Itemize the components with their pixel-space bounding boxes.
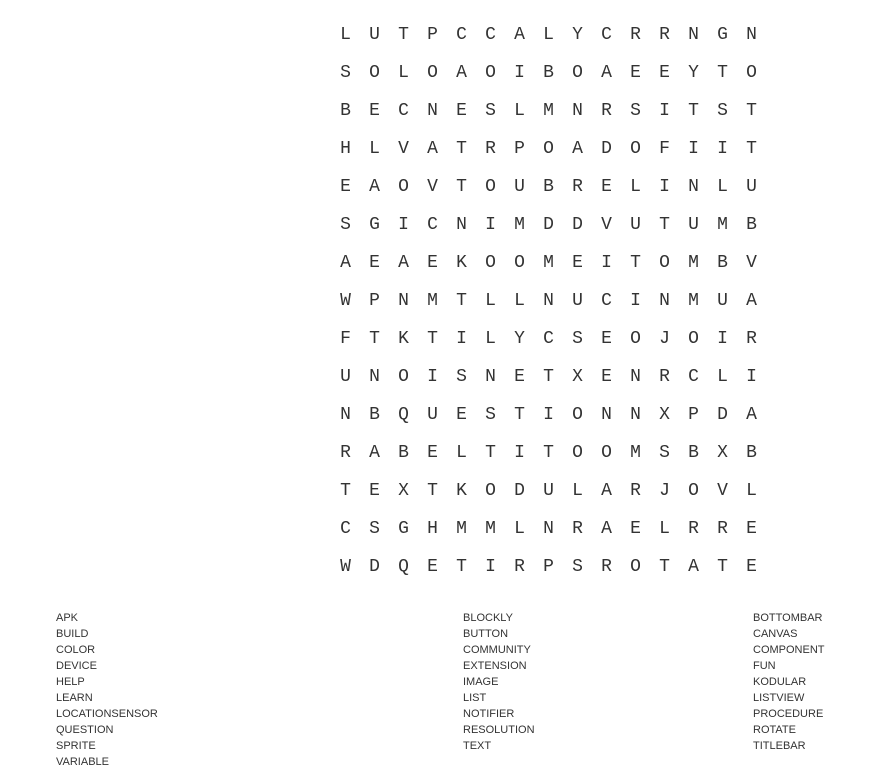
word-list-item: DEVICE [56,660,97,672]
grid-letter-cell[interactable]: O [398,177,409,197]
grid-letter-cell[interactable]: A [572,139,583,159]
grid-letter-cell[interactable]: R [340,443,351,463]
grid-letter-cell[interactable]: I [717,139,728,159]
grid-letter-cell[interactable]: P [543,557,554,577]
grid-letter-cell[interactable]: E [746,557,757,577]
grid-letter-cell[interactable]: E [572,253,583,273]
grid-letter-cell[interactable]: O [572,405,583,425]
grid-letter-cell[interactable]: R [717,519,728,539]
grid-letter-cell[interactable]: P [688,405,699,425]
grid-letter-cell[interactable]: E [427,253,438,273]
grid-letter-cell[interactable]: I [688,139,699,159]
grid-letter-cell[interactable]: T [456,177,467,197]
grid-letter-cell[interactable]: T [543,443,554,463]
word-list-item: TEXT [463,740,492,752]
grid-letter-cell[interactable]: E [369,101,380,121]
word-list-item: COMPONENT [753,644,825,656]
grid-letter-cell[interactable]: T [340,481,351,501]
grid-letter-cell[interactable]: T [659,215,670,235]
grid-letter-cell[interactable]: U [717,291,728,311]
word-list-item: RESOLUTION [463,724,535,736]
word-list-item: TITLEBAR [753,740,806,752]
word-list-item: LISTVIEW [753,692,805,704]
grid-letter-cell[interactable]: B [543,63,554,83]
grid-letter-cell[interactable]: P [514,139,525,159]
grid-letter-cell[interactable]: B [688,443,699,463]
grid-letter-cell[interactable]: N [398,291,409,311]
word-list-item: EXTENSION [463,660,527,672]
word-list-item: COMMUNITY [463,644,531,656]
grid-letter-cell[interactable]: L [485,329,496,349]
grid-letter-cell[interactable]: I [485,215,496,235]
grid-letter-cell[interactable]: C [601,25,612,45]
grid-letter-cell[interactable]: T [427,329,438,349]
grid-letter-cell[interactable]: B [369,405,380,425]
grid-letter-cell[interactable]: T [717,557,728,577]
word-list-item: LOCATIONSENSOR [56,708,158,720]
grid-letter-cell[interactable]: N [340,405,351,425]
word-list-item: VARIABLE [56,756,109,768]
grid-letter-cell[interactable]: N [601,405,612,425]
grid-letter-cell[interactable]: T [398,25,409,45]
grid-letter-cell[interactable]: O [630,557,641,577]
grid-letter-cell[interactable]: M [456,519,467,539]
grid-letter-cell[interactable]: S [572,557,583,577]
grid-letter-cell[interactable]: I [630,291,641,311]
grid-letter-cell[interactable]: F [659,139,670,159]
grid-letter-cell[interactable]: O [369,63,380,83]
grid-letter-cell[interactable]: Y [688,63,699,83]
grid-letter-cell[interactable]: R [485,139,496,159]
grid-letter-cell[interactable]: N [572,101,583,121]
grid-letter-cell[interactable]: S [485,405,496,425]
grid-letter-cell[interactable]: N [427,101,438,121]
grid-letter-cell[interactable]: T [514,405,525,425]
grid-letter-cell[interactable]: R [601,101,612,121]
word-list-item: APK [56,612,79,624]
grid-letter-cell[interactable]: A [746,291,757,311]
word-list-item: KODULAR [753,676,807,688]
grid-letter-cell[interactable]: I [514,63,525,83]
grid-letter-cell[interactable]: M [514,215,525,235]
grid-letter-cell[interactable]: R [572,177,583,197]
grid-letter-cell[interactable]: P [369,291,380,311]
grid-letter-cell[interactable]: D [514,481,525,501]
grid-letter-cell[interactable]: I [659,177,670,197]
word-search-grid [331,16,766,586]
grid-letter-cell[interactable]: W [340,291,351,311]
grid-letter-cell[interactable]: W [340,557,351,577]
grid-letter-cell[interactable]: N [688,177,699,197]
grid-letter-cell[interactable]: O [572,63,583,83]
grid-letter-cell[interactable]: S [659,443,670,463]
word-list-column-1 [56,610,158,770]
word-list-item: IMAGE [463,676,499,688]
grid-letter-cell[interactable]: L [746,481,757,501]
grid-letter-cell[interactable]: O [514,253,525,273]
grid-letter-cell[interactable]: L [514,101,525,121]
grid-letter-cell[interactable]: S [717,101,728,121]
grid-letter-cell[interactable]: X [398,481,409,501]
grid-letter-cell[interactable]: T [543,367,554,387]
grid-letter-cell[interactable]: T [456,139,467,159]
grid-letter-cell[interactable]: M [543,101,554,121]
grid-letter-cell[interactable]: R [688,519,699,539]
grid-letter-cell[interactable]: I [514,443,525,463]
grid-letter-cell[interactable]: L [717,177,728,197]
grid-letter-cell[interactable]: B [746,443,757,463]
grid-letter-cell[interactable]: V [746,253,757,273]
grid-letter-cell[interactable]: D [543,215,554,235]
grid-letter-cell[interactable]: E [427,443,438,463]
grid-letter-cell[interactable]: L [398,63,409,83]
grid-letter-cell[interactable]: L [572,481,583,501]
grid-letter-cell[interactable]: U [514,177,525,197]
grid-letter-cell[interactable]: C [688,367,699,387]
grid-letter-cell[interactable]: L [485,291,496,311]
grid-letter-cell[interactable]: M [427,291,438,311]
grid-letter-cell[interactable]: I [456,329,467,349]
word-list-item: BUTTON [463,628,509,640]
grid-letter-cell[interactable]: A [456,63,467,83]
grid-letter-cell[interactable]: V [427,177,438,197]
word-list-item: BUILD [56,628,89,640]
grid-letter-cell[interactable]: X [572,367,583,387]
grid-letter-cell[interactable]: T [717,63,728,83]
grid-letter-cell[interactable]: Y [572,25,583,45]
grid-letter-cell[interactable]: A [514,25,525,45]
grid-letter-cell[interactable]: J [659,329,670,349]
grid-letter-cell[interactable]: C [543,329,554,349]
word-list-item: FUN [753,660,776,672]
grid-letter-cell[interactable]: C [601,291,612,311]
grid-letter-cell[interactable]: T [630,253,641,273]
grid-letter-cell[interactable]: G [717,25,728,45]
grid-letter-cell[interactable]: R [659,25,670,45]
grid-letter-cell[interactable]: S [485,101,496,121]
grid-letter-cell[interactable]: B [746,215,757,235]
grid-letter-cell[interactable]: O [688,329,699,349]
grid-letter-cell[interactable]: N [485,367,496,387]
grid-letter-cell[interactable]: M [688,291,699,311]
grid-letter-cell[interactable]: E [514,367,525,387]
grid-letter-cell[interactable]: S [369,519,380,539]
grid-letter-cell[interactable]: E [601,367,612,387]
grid-letter-cell[interactable]: I [427,367,438,387]
grid-letter-cell[interactable]: V [601,215,612,235]
grid-letter-cell[interactable]: E [456,101,467,121]
grid-letter-cell[interactable]: O [630,329,641,349]
grid-letter-cell[interactable]: M [630,443,641,463]
grid-letter-cell[interactable]: C [340,519,351,539]
word-list-column-2 [463,610,535,754]
grid-letter-cell[interactable]: C [398,101,409,121]
grid-letter-cell[interactable]: U [369,25,380,45]
grid-letter-cell[interactable]: A [427,139,438,159]
grid-letter-cell[interactable]: E [630,63,641,83]
grid-letter-cell[interactable]: O [485,177,496,197]
grid-letter-cell[interactable]: K [398,329,409,349]
grid-letter-cell[interactable]: L [543,25,554,45]
grid-letter-cell[interactable]: E [630,519,641,539]
grid-letter-cell[interactable]: O [630,139,641,159]
grid-letter-cell[interactable]: M [543,253,554,273]
grid-letter-cell[interactable]: C [427,215,438,235]
grid-letter-cell[interactable]: N [659,291,670,311]
grid-letter-cell[interactable]: V [717,481,728,501]
grid-letter-cell[interactable]: G [369,215,380,235]
grid-letter-cell[interactable]: H [340,139,351,159]
grid-letter-cell[interactable]: B [717,253,728,273]
grid-letter-cell[interactable]: N [543,519,554,539]
word-list-item: SPRITE [56,740,96,752]
grid-letter-cell[interactable]: R [630,481,641,501]
grid-letter-cell[interactable]: N [746,25,757,45]
grid-letter-cell[interactable]: A [688,557,699,577]
grid-letter-cell[interactable]: T [369,329,380,349]
grid-letter-cell[interactable]: E [369,481,380,501]
grid-letter-cell[interactable]: X [659,405,670,425]
grid-letter-cell[interactable]: T [746,101,757,121]
grid-letter-cell[interactable]: E [746,519,757,539]
grid-letter-cell[interactable]: L [514,291,525,311]
grid-letter-cell[interactable]: I [485,557,496,577]
grid-letter-cell[interactable]: M [485,519,496,539]
grid-letter-cell[interactable]: I [398,215,409,235]
grid-letter-cell[interactable]: X [717,443,728,463]
grid-letter-cell[interactable]: R [572,519,583,539]
grid-letter-cell[interactable]: O [398,367,409,387]
grid-letter-cell[interactable]: R [746,329,757,349]
grid-letter-cell[interactable]: C [485,25,496,45]
word-list-column-3 [753,610,825,754]
grid-letter-cell[interactable]: C [456,25,467,45]
grid-letter-cell[interactable]: O [543,139,554,159]
grid-letter-cell[interactable]: R [601,557,612,577]
grid-letter-cell[interactable]: G [398,519,409,539]
grid-letter-cell[interactable]: E [369,253,380,273]
grid-letter-cell[interactable]: P [427,25,438,45]
grid-letter-cell[interactable]: L [630,177,641,197]
grid-letter-cell[interactable]: E [427,557,438,577]
word-list-item: HELP [56,676,85,688]
grid-letter-cell[interactable]: Y [514,329,525,349]
grid-letter-cell[interactable]: L [659,519,670,539]
grid-letter-cell[interactable]: O [485,253,496,273]
word-list-item: NOTIFIER [463,708,515,720]
grid-letter-cell[interactable]: B [398,443,409,463]
grid-letter-cell[interactable]: T [456,557,467,577]
grid-letter-cell[interactable]: A [601,481,612,501]
grid-letter-cell[interactable]: U [746,177,757,197]
grid-letter-cell[interactable]: I [543,405,554,425]
grid-letter-cell[interactable]: O [485,63,496,83]
grid-letter-cell[interactable]: O [688,481,699,501]
grid-letter-cell[interactable]: N [630,367,641,387]
grid-letter-cell[interactable]: R [659,367,670,387]
grid-letter-cell[interactable]: K [456,481,467,501]
grid-letter-cell[interactable]: U [340,367,351,387]
grid-letter-cell[interactable]: O [572,443,583,463]
grid-letter-cell[interactable]: I [746,367,757,387]
word-list-item: LIST [463,692,487,704]
grid-letter-cell[interactable]: L [369,139,380,159]
grid-letter-cell[interactable]: R [630,25,641,45]
grid-letter-cell[interactable]: M [688,253,699,273]
grid-letter-cell[interactable]: H [427,519,438,539]
grid-letter-cell[interactable]: S [630,101,641,121]
grid-letter-cell[interactable]: K [456,253,467,273]
grid-letter-cell[interactable]: S [456,367,467,387]
grid-letter-cell[interactable]: U [427,405,438,425]
word-list-item: BLOCKLY [463,612,513,624]
grid-letter-cell[interactable]: O [746,63,757,83]
grid-letter-cell[interactable]: U [630,215,641,235]
grid-letter-cell[interactable]: U [572,291,583,311]
grid-letter-cell[interactable]: T [746,139,757,159]
grid-letter-cell[interactable]: A [369,443,380,463]
grid-letter-cell[interactable]: O [427,63,438,83]
grid-letter-cell[interactable]: Q [398,557,409,577]
grid-letter-cell[interactable]: D [601,139,612,159]
grid-letter-cell[interactable]: E [659,63,670,83]
grid-letter-cell[interactable]: E [601,177,612,197]
grid-letter-cell[interactable]: I [717,329,728,349]
grid-letter-cell[interactable]: E [340,177,351,197]
grid-letter-cell[interactable]: T [659,557,670,577]
grid-letter-cell[interactable]: L [717,367,728,387]
grid-letter-cell[interactable]: A [601,63,612,83]
grid-letter-cell[interactable]: T [427,481,438,501]
grid-letter-cell[interactable]: I [601,253,612,273]
grid-letter-cell[interactable]: L [340,25,351,45]
grid-letter-cell[interactable]: J [659,481,670,501]
grid-letter-cell[interactable]: A [340,253,351,273]
grid-letter-cell[interactable]: A [398,253,409,273]
grid-letter-cell[interactable]: O [659,253,670,273]
grid-letter-cell[interactable]: U [688,215,699,235]
grid-letter-cell[interactable]: S [572,329,583,349]
word-list-item: QUESTION [56,724,114,736]
grid-letter-cell[interactable]: I [659,101,670,121]
grid-letter-cell[interactable]: T [485,443,496,463]
grid-letter-cell[interactable]: U [543,481,554,501]
grid-letter-cell[interactable]: V [398,139,409,159]
word-list-item: BOTTOMBAR [753,612,823,624]
word-list-item: LEARN [56,692,93,704]
grid-letter-cell[interactable]: E [456,405,467,425]
grid-letter-cell[interactable]: T [456,291,467,311]
grid-letter-cell[interactable]: E [601,329,612,349]
word-list-item: CANVAS [753,628,798,640]
grid-letter-cell[interactable]: S [340,63,351,83]
grid-letter-cell[interactable]: N [688,25,699,45]
grid-letter-cell[interactable]: S [340,215,351,235]
grid-letter-cell[interactable]: B [543,177,554,197]
grid-letter-cell[interactable]: A [601,519,612,539]
grid-letter-cell[interactable]: D [717,405,728,425]
grid-letter-cell[interactable]: L [456,443,467,463]
grid-letter-cell[interactable]: A [369,177,380,197]
word-list-item: COLOR [56,644,96,656]
grid-letter-cell[interactable]: O [485,481,496,501]
grid-letter-cell[interactable]: N [630,405,641,425]
word-list-item: PROCEDURE [753,708,824,720]
grid-letter-cell[interactable]: N [456,215,467,235]
grid-letter-cell[interactable]: L [514,519,525,539]
grid-letter-cell[interactable]: B [340,101,351,121]
grid-letter-cell[interactable]: Q [398,405,409,425]
grid-letter-cell[interactable]: T [688,101,699,121]
grid-letter-cell[interactable]: D [572,215,583,235]
word-list-item: ROTATE [753,724,796,736]
grid-letter-cell[interactable]: A [746,405,757,425]
grid-letter-cell[interactable]: M [717,215,728,235]
grid-letter-cell[interactable]: R [514,557,525,577]
grid-letter-cell[interactable]: F [340,329,351,349]
grid-letter-cell[interactable]: O [601,443,612,463]
grid-letter-cell[interactable]: D [369,557,380,577]
grid-letter-cell[interactable]: N [369,367,380,387]
grid-letter-cell[interactable]: N [543,291,554,311]
